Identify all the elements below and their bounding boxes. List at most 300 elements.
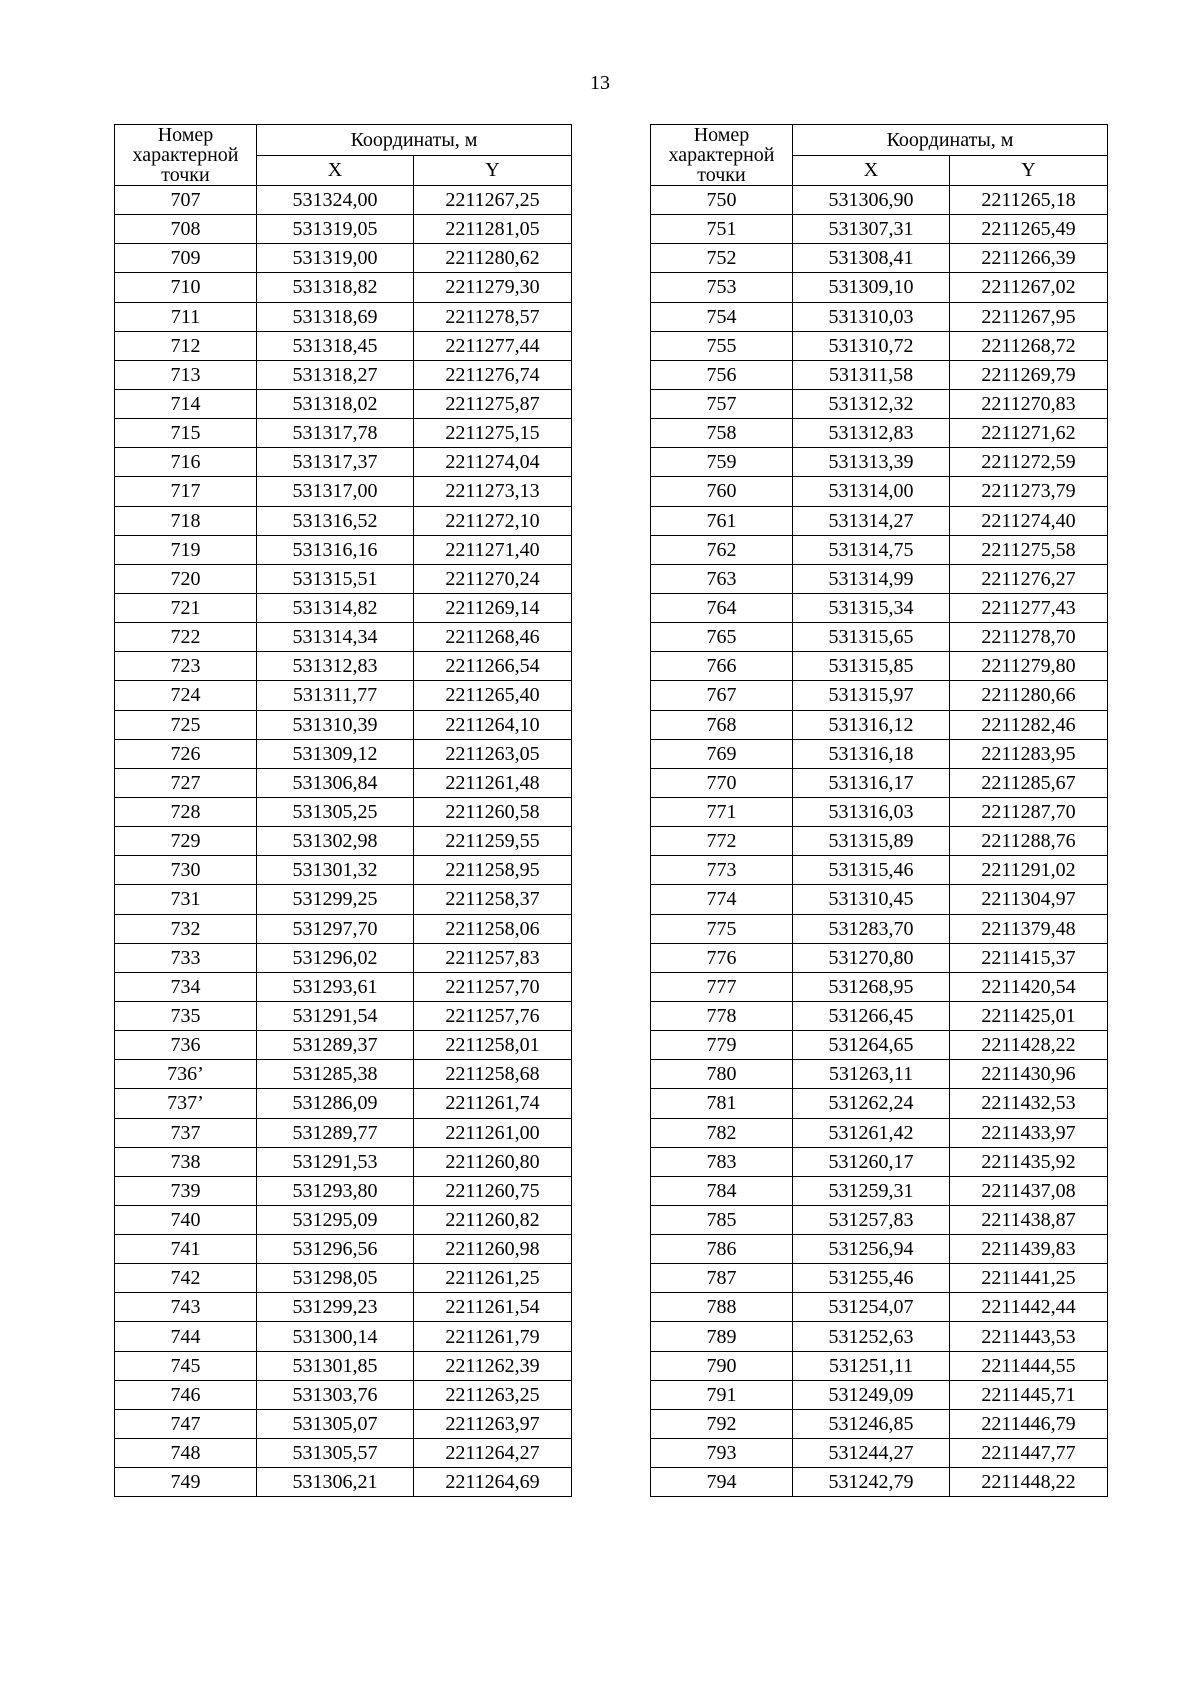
y-coordinate-cell: 2211257,70 — [414, 972, 572, 1001]
x-coordinate-cell: 531301,32 — [257, 856, 414, 885]
point-number-cell: 789 — [651, 1322, 793, 1351]
y-coordinate-cell: 2211425,01 — [950, 1001, 1108, 1030]
table-row — [115, 1264, 572, 1293]
point-number-cell: 755 — [651, 331, 793, 360]
table-row — [651, 1089, 1108, 1118]
y-coordinate-cell: 2211272,10 — [414, 506, 572, 535]
point-number-cell: 710 — [115, 273, 257, 302]
x-coordinate-cell: 531314,34 — [257, 623, 414, 652]
y-coordinate-cell: 2211259,55 — [414, 827, 572, 856]
point-number-cell: 794 — [651, 1468, 793, 1497]
x-coordinate-cell: 531296,02 — [257, 943, 414, 972]
point-number-cell: 724 — [115, 681, 257, 710]
x-coordinate-cell: 531315,46 — [793, 856, 950, 885]
table-row — [115, 827, 572, 856]
point-number-cell: 709 — [115, 244, 257, 273]
y-coordinate-cell: 2211420,54 — [950, 972, 1108, 1001]
x-coordinate-cell: 531316,17 — [793, 768, 950, 797]
y-coordinate-cell: 2211275,15 — [414, 419, 572, 448]
y-coordinate-cell: 2211304,97 — [950, 885, 1108, 914]
x-coordinate-cell: 531314,27 — [793, 506, 950, 535]
y-coordinate-cell: 2211433,97 — [950, 1118, 1108, 1147]
x-coordinate-cell: 531306,21 — [257, 1468, 414, 1497]
table-row — [651, 564, 1108, 593]
table-row — [651, 972, 1108, 1001]
y-coordinate-cell: 2211379,48 — [950, 914, 1108, 943]
x-coordinate-cell: 531314,99 — [793, 564, 950, 593]
point-number-cell: 733 — [115, 943, 257, 972]
y-coordinate-cell: 2211262,39 — [414, 1351, 572, 1380]
table-row — [115, 389, 572, 418]
point-number-cell: 777 — [651, 972, 793, 1001]
table-row — [651, 681, 1108, 710]
table-row — [115, 1031, 572, 1060]
x-coordinate-cell: 531317,78 — [257, 419, 414, 448]
x-coordinate-cell: 531257,83 — [793, 1205, 950, 1234]
x-coordinate-cell: 531302,98 — [257, 827, 414, 856]
x-coordinate-cell: 531309,10 — [793, 273, 950, 302]
x-coordinate-cell: 531251,11 — [793, 1351, 950, 1380]
page-number: 13 — [590, 72, 610, 94]
point-number-cell: 728 — [115, 797, 257, 826]
point-number-cell: 757 — [651, 389, 793, 418]
y-coordinate-cell: 2211260,80 — [414, 1147, 572, 1176]
table-row — [651, 623, 1108, 652]
x-coordinate-cell: 531307,31 — [793, 215, 950, 244]
x-coordinate-cell: 531306,84 — [257, 768, 414, 797]
table-row — [115, 477, 572, 506]
table-row — [651, 1322, 1108, 1351]
header-y: Y — [950, 155, 1108, 186]
y-coordinate-cell: 2211260,98 — [414, 1235, 572, 1264]
table-row — [115, 885, 572, 914]
table-row — [651, 1031, 1108, 1060]
x-coordinate-cell: 531286,09 — [257, 1089, 414, 1118]
table-row — [651, 215, 1108, 244]
x-coordinate-cell: 531291,53 — [257, 1147, 414, 1176]
y-coordinate-cell: 2211437,08 — [950, 1176, 1108, 1205]
x-coordinate-cell: 531315,85 — [793, 652, 950, 681]
point-number-cell: 715 — [115, 419, 257, 448]
point-number-cell: 767 — [651, 681, 793, 710]
x-coordinate-cell: 531315,34 — [793, 593, 950, 622]
point-number-cell: 792 — [651, 1409, 793, 1438]
y-coordinate-cell: 2211269,79 — [950, 360, 1108, 389]
point-number-cell: 784 — [651, 1176, 793, 1205]
x-coordinate-cell: 531298,05 — [257, 1264, 414, 1293]
point-number-cell: 764 — [651, 593, 793, 622]
table-row — [115, 244, 572, 273]
y-coordinate-cell: 2211268,46 — [414, 623, 572, 652]
y-coordinate-cell: 2211266,39 — [950, 244, 1108, 273]
x-coordinate-cell: 531318,82 — [257, 273, 414, 302]
x-coordinate-cell: 531242,79 — [793, 1468, 950, 1497]
y-coordinate-cell: 2211261,48 — [414, 768, 572, 797]
table-row — [115, 1118, 572, 1147]
y-coordinate-cell: 2211265,40 — [414, 681, 572, 710]
y-coordinate-cell: 2211271,62 — [950, 419, 1108, 448]
y-coordinate-cell: 2211258,37 — [414, 885, 572, 914]
table-row — [651, 856, 1108, 885]
point-number-cell: 734 — [115, 972, 257, 1001]
x-coordinate-cell: 531315,97 — [793, 681, 950, 710]
point-number-cell: 776 — [651, 943, 793, 972]
point-number-cell: 708 — [115, 215, 257, 244]
x-coordinate-cell: 531305,25 — [257, 797, 414, 826]
x-coordinate-cell: 531310,45 — [793, 885, 950, 914]
point-number-cell: 783 — [651, 1147, 793, 1176]
x-coordinate-cell: 531324,00 — [257, 186, 414, 215]
point-number-cell: 713 — [115, 360, 257, 389]
table-row — [651, 1264, 1108, 1293]
point-number-cell: 721 — [115, 593, 257, 622]
x-coordinate-cell: 531317,37 — [257, 448, 414, 477]
header-coordinates: Координаты, м — [793, 125, 1108, 156]
point-number-cell: 753 — [651, 273, 793, 302]
point-number-cell: 722 — [115, 623, 257, 652]
x-coordinate-cell: 531268,95 — [793, 972, 950, 1001]
table-row — [651, 1351, 1108, 1380]
y-coordinate-cell: 2211264,10 — [414, 710, 572, 739]
point-number-cell: 785 — [651, 1205, 793, 1234]
table-row — [115, 564, 572, 593]
table-row — [115, 1089, 572, 1118]
point-number-cell: 712 — [115, 331, 257, 360]
point-number-cell: 725 — [115, 710, 257, 739]
x-coordinate-cell: 531305,07 — [257, 1409, 414, 1438]
table-row — [115, 1380, 572, 1409]
y-coordinate-cell: 2211283,95 — [950, 739, 1108, 768]
y-coordinate-cell: 2211444,55 — [950, 1351, 1108, 1380]
table-row — [651, 1176, 1108, 1205]
y-coordinate-cell: 2211285,67 — [950, 768, 1108, 797]
x-coordinate-cell: 531249,09 — [793, 1380, 950, 1409]
table-row — [651, 768, 1108, 797]
point-number-cell: 751 — [651, 215, 793, 244]
point-number-cell: 718 — [115, 506, 257, 535]
y-coordinate-cell: 2211281,05 — [414, 215, 572, 244]
y-coordinate-cell: 2211291,02 — [950, 856, 1108, 885]
y-coordinate-cell: 2211277,43 — [950, 593, 1108, 622]
y-coordinate-cell: 2211279,80 — [950, 652, 1108, 681]
header-point-number-line1: Номер — [693, 124, 750, 146]
x-coordinate-cell: 531266,45 — [793, 1001, 950, 1030]
point-number-cell: 790 — [651, 1351, 793, 1380]
x-coordinate-cell: 531256,94 — [793, 1235, 950, 1264]
y-coordinate-cell: 2211260,75 — [414, 1176, 572, 1205]
x-coordinate-cell: 531314,75 — [793, 535, 950, 564]
y-coordinate-cell: 2211272,59 — [950, 448, 1108, 477]
point-number-cell: 766 — [651, 652, 793, 681]
x-coordinate-cell: 531318,69 — [257, 302, 414, 331]
table-row — [651, 710, 1108, 739]
table-row — [651, 1468, 1108, 1497]
table-row — [651, 1118, 1108, 1147]
table-row — [651, 448, 1108, 477]
table-row — [115, 1176, 572, 1205]
x-coordinate-cell: 531310,39 — [257, 710, 414, 739]
table-row — [115, 623, 572, 652]
point-number-cell: 752 — [651, 244, 793, 273]
x-coordinate-cell: 531293,61 — [257, 972, 414, 1001]
table-row — [115, 856, 572, 885]
y-coordinate-cell: 2211258,95 — [414, 856, 572, 885]
table-row — [651, 943, 1108, 972]
table-body — [115, 186, 572, 1497]
point-number-cell: 723 — [115, 652, 257, 681]
x-coordinate-cell: 531299,23 — [257, 1293, 414, 1322]
table-row — [651, 739, 1108, 768]
table-row — [115, 215, 572, 244]
table-row — [115, 1293, 572, 1322]
table-row — [115, 739, 572, 768]
y-coordinate-cell: 2211267,25 — [414, 186, 572, 215]
x-coordinate-cell: 531296,56 — [257, 1235, 414, 1264]
table-row — [651, 244, 1108, 273]
table-row — [651, 1409, 1108, 1438]
table-row — [651, 593, 1108, 622]
table-row — [115, 360, 572, 389]
point-number-cell: 731 — [115, 885, 257, 914]
table-row — [115, 419, 572, 448]
point-number-cell: 768 — [651, 710, 793, 739]
point-number-cell: 741 — [115, 1235, 257, 1264]
y-coordinate-cell: 2211261,54 — [414, 1293, 572, 1322]
x-coordinate-cell: 531309,12 — [257, 739, 414, 768]
table-row — [651, 506, 1108, 535]
x-coordinate-cell: 531311,58 — [793, 360, 950, 389]
y-coordinate-cell: 2211258,01 — [414, 1031, 572, 1060]
x-coordinate-cell: 531315,51 — [257, 564, 414, 593]
y-coordinate-cell: 2211257,76 — [414, 1001, 572, 1030]
y-coordinate-cell: 2211267,02 — [950, 273, 1108, 302]
point-number-cell: 786 — [651, 1235, 793, 1264]
point-number-cell: 770 — [651, 768, 793, 797]
table-row — [115, 943, 572, 972]
x-coordinate-cell: 531264,65 — [793, 1031, 950, 1060]
coordinates-table-right — [650, 124, 1108, 1497]
point-number-cell: 749 — [115, 1468, 257, 1497]
table-row — [651, 360, 1108, 389]
point-number-cell: 791 — [651, 1380, 793, 1409]
y-coordinate-cell: 2211258,06 — [414, 914, 572, 943]
y-coordinate-cell: 2211261,79 — [414, 1322, 572, 1351]
point-number-cell: 760 — [651, 477, 793, 506]
y-coordinate-cell: 2211276,27 — [950, 564, 1108, 593]
x-coordinate-cell: 531314,00 — [793, 477, 950, 506]
table-row — [651, 1439, 1108, 1468]
point-number-cell: 742 — [115, 1264, 257, 1293]
x-coordinate-cell: 531299,25 — [257, 885, 414, 914]
y-coordinate-cell: 2211277,44 — [414, 331, 572, 360]
table-row — [115, 1439, 572, 1468]
y-coordinate-cell: 2211278,70 — [950, 623, 1108, 652]
coordinates-table-left — [114, 124, 572, 1497]
x-coordinate-cell: 531289,37 — [257, 1031, 414, 1060]
x-coordinate-cell: 531259,31 — [793, 1176, 950, 1205]
x-coordinate-cell: 531252,63 — [793, 1322, 950, 1351]
table-row — [651, 1060, 1108, 1089]
point-number-cell: 711 — [115, 302, 257, 331]
table-row — [115, 1235, 572, 1264]
point-number-cell: 782 — [651, 1118, 793, 1147]
x-coordinate-cell: 531270,80 — [793, 943, 950, 972]
x-coordinate-cell: 531285,38 — [257, 1060, 414, 1089]
y-coordinate-cell: 2211270,83 — [950, 389, 1108, 418]
table-row — [651, 477, 1108, 506]
table-row — [115, 797, 572, 826]
x-coordinate-cell: 531300,14 — [257, 1322, 414, 1351]
y-coordinate-cell: 2211261,25 — [414, 1264, 572, 1293]
point-number-cell: 769 — [651, 739, 793, 768]
y-coordinate-cell: 2211275,58 — [950, 535, 1108, 564]
table-row — [115, 535, 572, 564]
point-number-cell: 737’ — [115, 1089, 257, 1118]
y-coordinate-cell: 2211267,95 — [950, 302, 1108, 331]
y-coordinate-cell: 2211443,53 — [950, 1322, 1108, 1351]
table-row — [651, 652, 1108, 681]
header-x: X — [793, 155, 950, 186]
y-coordinate-cell: 2211271,40 — [414, 535, 572, 564]
x-coordinate-cell: 531316,03 — [793, 797, 950, 826]
y-coordinate-cell: 2211260,82 — [414, 1205, 572, 1234]
point-number-cell: 717 — [115, 477, 257, 506]
header-point-number-line1: Номер — [157, 124, 214, 146]
x-coordinate-cell: 531314,82 — [257, 593, 414, 622]
x-coordinate-cell: 531289,77 — [257, 1118, 414, 1147]
y-coordinate-cell: 2211273,79 — [950, 477, 1108, 506]
x-coordinate-cell: 531310,03 — [793, 302, 950, 331]
y-coordinate-cell: 2211441,25 — [950, 1264, 1108, 1293]
table-row — [115, 1468, 572, 1497]
x-coordinate-cell: 531316,16 — [257, 535, 414, 564]
table-row — [651, 389, 1108, 418]
point-number-cell: 774 — [651, 885, 793, 914]
point-number-cell: 773 — [651, 856, 793, 885]
point-number-cell: 719 — [115, 535, 257, 564]
point-number-cell: 736 — [115, 1031, 257, 1060]
y-coordinate-cell: 2211265,49 — [950, 215, 1108, 244]
point-number-cell: 745 — [115, 1351, 257, 1380]
point-number-cell: 765 — [651, 623, 793, 652]
point-number-cell: 778 — [651, 1001, 793, 1030]
table-row — [651, 1293, 1108, 1322]
x-coordinate-cell: 531306,90 — [793, 186, 950, 215]
x-coordinate-cell: 531246,85 — [793, 1409, 950, 1438]
table-row — [651, 331, 1108, 360]
table-row — [115, 186, 572, 215]
header-point-number — [115, 125, 257, 186]
x-coordinate-cell: 531318,27 — [257, 360, 414, 389]
y-coordinate-cell: 2211442,44 — [950, 1293, 1108, 1322]
point-number-cell: 762 — [651, 535, 793, 564]
y-coordinate-cell: 2211447,77 — [950, 1439, 1108, 1468]
point-number-cell: 787 — [651, 1264, 793, 1293]
point-number-cell: 730 — [115, 856, 257, 885]
y-coordinate-cell: 2211261,00 — [414, 1118, 572, 1147]
point-number-cell: 720 — [115, 564, 257, 593]
table-row — [115, 1147, 572, 1176]
point-number-cell: 781 — [651, 1089, 793, 1118]
table-row — [651, 419, 1108, 448]
header-y: Y — [414, 155, 572, 186]
point-number-cell: 744 — [115, 1322, 257, 1351]
y-coordinate-cell: 2211261,74 — [414, 1089, 572, 1118]
y-coordinate-cell: 2211278,57 — [414, 302, 572, 331]
point-number-cell: 779 — [651, 1031, 793, 1060]
table-row — [115, 448, 572, 477]
header-x: X — [257, 155, 414, 186]
x-coordinate-cell: 531260,17 — [793, 1147, 950, 1176]
y-coordinate-cell: 2211265,18 — [950, 186, 1108, 215]
header-point-number — [651, 125, 793, 186]
y-coordinate-cell: 2211428,22 — [950, 1031, 1108, 1060]
table-row — [651, 186, 1108, 215]
table-row — [651, 827, 1108, 856]
y-coordinate-cell: 2211274,04 — [414, 448, 572, 477]
y-coordinate-cell: 2211263,97 — [414, 1409, 572, 1438]
x-coordinate-cell: 531254,07 — [793, 1293, 950, 1322]
table-row — [115, 1322, 572, 1351]
x-coordinate-cell: 531305,57 — [257, 1439, 414, 1468]
x-coordinate-cell: 531317,00 — [257, 477, 414, 506]
x-coordinate-cell: 531308,41 — [793, 244, 950, 273]
y-coordinate-cell: 2211282,46 — [950, 710, 1108, 739]
table-row — [651, 797, 1108, 826]
x-coordinate-cell: 531255,46 — [793, 1264, 950, 1293]
y-coordinate-cell: 2211268,72 — [950, 331, 1108, 360]
x-coordinate-cell: 531310,72 — [793, 331, 950, 360]
y-coordinate-cell: 2211448,22 — [950, 1468, 1108, 1497]
y-coordinate-cell: 2211445,71 — [950, 1380, 1108, 1409]
point-number-cell: 763 — [651, 564, 793, 593]
point-number-cell: 772 — [651, 827, 793, 856]
table-row — [651, 1147, 1108, 1176]
point-number-cell: 707 — [115, 186, 257, 215]
y-coordinate-cell: 2211275,87 — [414, 389, 572, 418]
y-coordinate-cell: 2211430,96 — [950, 1060, 1108, 1089]
point-number-cell: 788 — [651, 1293, 793, 1322]
x-coordinate-cell: 531291,54 — [257, 1001, 414, 1030]
y-coordinate-cell: 2211280,62 — [414, 244, 572, 273]
table-row — [115, 593, 572, 622]
point-number-cell: 738 — [115, 1147, 257, 1176]
header-point-number-line3: точки — [161, 164, 210, 186]
y-coordinate-cell: 2211264,27 — [414, 1439, 572, 1468]
y-coordinate-cell: 2211269,14 — [414, 593, 572, 622]
table-row — [651, 1001, 1108, 1030]
point-number-cell: 747 — [115, 1409, 257, 1438]
table-row — [651, 914, 1108, 943]
x-coordinate-cell: 531303,76 — [257, 1380, 414, 1409]
table-row — [651, 302, 1108, 331]
point-number-cell: 729 — [115, 827, 257, 856]
x-coordinate-cell: 531319,05 — [257, 215, 414, 244]
x-coordinate-cell: 531312,83 — [257, 652, 414, 681]
x-coordinate-cell: 531319,00 — [257, 244, 414, 273]
header-point-number-line2: характерной — [668, 144, 775, 166]
point-number-cell: 743 — [115, 1293, 257, 1322]
x-coordinate-cell: 531311,77 — [257, 681, 414, 710]
x-coordinate-cell: 531315,89 — [793, 827, 950, 856]
x-coordinate-cell: 531244,27 — [793, 1439, 950, 1468]
x-coordinate-cell: 531316,12 — [793, 710, 950, 739]
x-coordinate-cell: 531293,80 — [257, 1176, 414, 1205]
table-row — [651, 273, 1108, 302]
y-coordinate-cell: 2211270,24 — [414, 564, 572, 593]
point-number-cell: 748 — [115, 1439, 257, 1468]
point-number-cell: 735 — [115, 1001, 257, 1030]
